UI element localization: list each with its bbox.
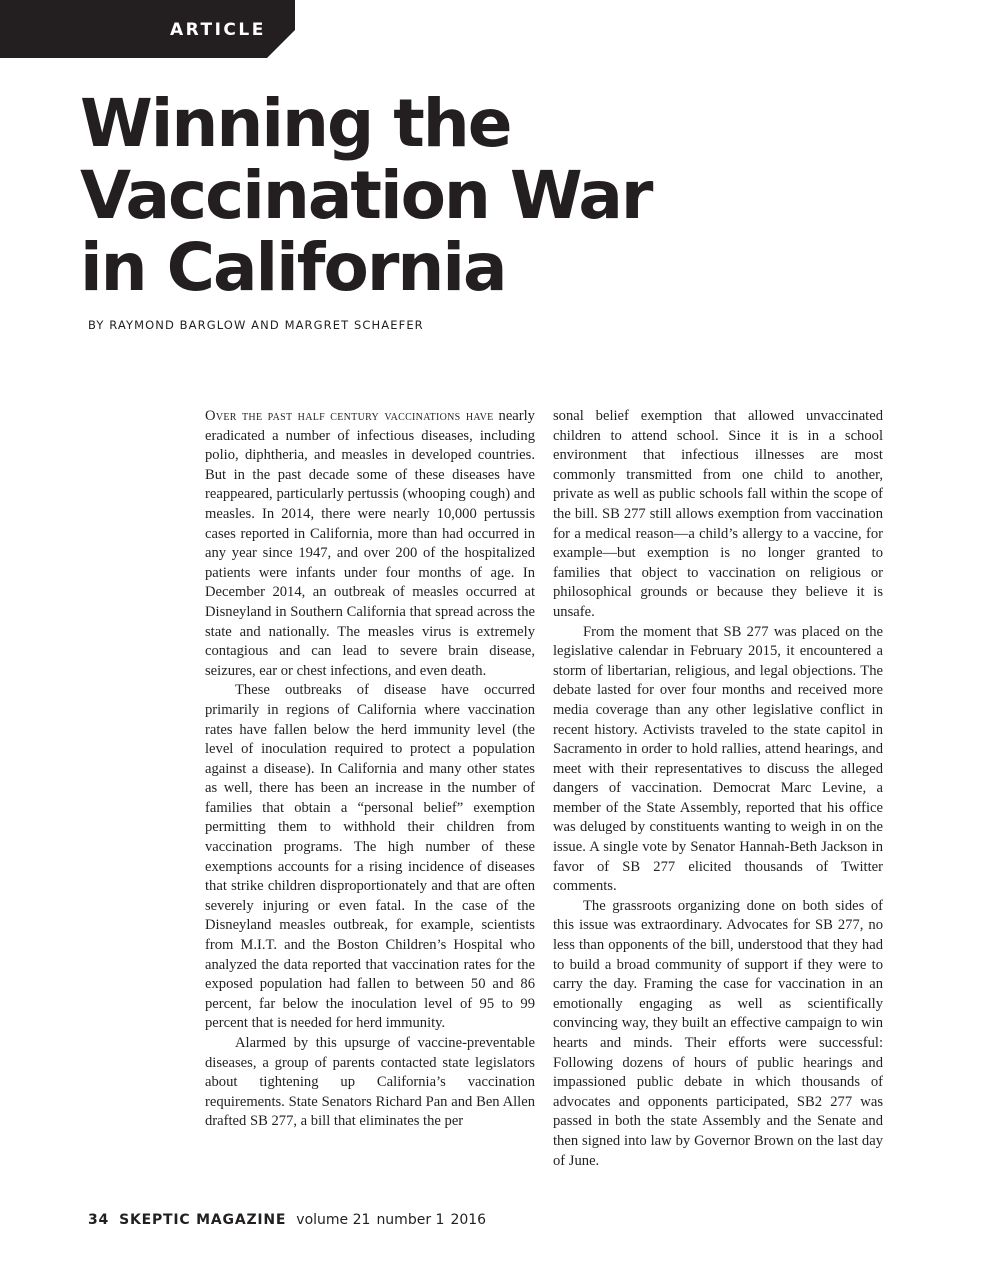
byline: BY RAYMOND BARGLOW AND MARGRET SCHAEFER [88,318,424,332]
article-title-line-3: in California [80,229,506,306]
page-number: 34 [88,1212,110,1228]
article-title-line-2: Vaccination War [80,157,652,234]
body-column-right [553,407,883,1171]
issue-number: number 1 [376,1212,445,1228]
article-title-line-1: Winning the [80,85,511,162]
section-tab-label: ARTICLE [170,20,266,40]
paragraph-5: The grassroots organizing done on both sides of this issue was extraordinary. Advocates for SB 277, no less than opponents of the bill, understood that they had to build a broad community of support if they were to carry the day. Framing the case for vaccination in an emotionally engaging as well as scientifically convincing way, they built an effective campaign to win hearts and minds. Their efforts were successful: Following dozens of hours of public hearings and impassioned public debate in which thousands of advocates and opponents participated, SB2 277 was passed in both the state Assembly and the Senate and then signed into law by Governor Brown on the last day of June. [553,897,883,1169]
paragraph-1 [205,407,535,681]
body-column-left [205,407,535,1132]
paragraph-3-part-a: Alarmed by this upsurge of vaccine-preventable diseases, a group of parents contacted state legislators about tightening up California’s vaccination requirements. State Senators Richard Pan and Ben Allen drafted SB 277, a bill that eliminates the per [205,1035,535,1130]
paragraph-4: From the moment that SB 277 was placed on the legislative calendar in February 2015, it encountered a storm of libertarian, religious, and legal objections. The debate lasted for over four months and received more media coverage than any other legislative conflict in recent history. Activists traveled to the state capitol in Sacramento in order to hold rallies, attend hearings, and meet with their representatives to discuss the alleged dangers of vaccination. Democrat Marc Levine, a member of the State Assembly, reported that his office was deluged by constituents wanting to weigh in on the issue. A single vote by Senator Hannah-Beth Jackson in favor of SB 277 elicited thousands of Twitter comments. [553,623,883,895]
page-footer [88,1212,486,1228]
paragraph-1-text: nearly eradicated a number of infectious diseases, including polio, diphtheria, and measles in developed countries. But in the past decade some of these diseases have reappeared, particularly pertussis (whooping cough) and measles. In 2014, there were nearly 10,000 pertussis cases reported in California, more than had occurred in any year since 1947, and over 200 of the hospitalized patients were infants under four months of age. In December 2014, an outbreak of measles occurred at Disneyland in Southern California that spread across the state and nationally. The measles virus is extremely contagious and can lead to severe brain disease, seizures, ear or chest infections, and even death. [205,408,535,679]
paragraph-1-lead: Over the past half century vaccinations have [205,408,494,424]
paragraph-2: These outbreaks of disease have occurred primarily in regions of California where vaccination rates have fallen below the herd immunity level (the level of inoculation required to protect a population against a disease). In California and many other states as well, there has been an increase in the number of families that obtain a “personal belief” exemption permitting them to withhold their children from vaccination programs. The high number of these exemptions accounts for a rising incidence of diseases that strike children disproportionately and that are often severely injuring or even fatal. In the case of the Disneyland measles outbreak, for example, scientists from M.I.T. and the Boston Children’s Hospital who analyzed the data reported that vaccination rates for the exposed population had fallen to between 50 and 86 percent, far below the inoculation level of 95 to 99 percent that is needed for herd immunity. [205,682,535,1032]
volume-info: volume 21 [296,1212,371,1228]
article-title [80,85,652,306]
magazine-name: SKEPTIC MAGAZINE [119,1212,287,1228]
issue-year: 2016 [450,1212,487,1228]
paragraph-3-part-b: sonal belief exemption that allowed unvaccinated children to attend school. Since it is in a school environment that infectious illnesses are most commonly transmitted from one child to another, private as well as public schools fall within the scope of the bill. SB 277 still allows exemption from vaccination for a medical reason—a child’s allergy to a vaccine, for example—but exemption is no longer granted to families that object to vaccination on religious or philosophical grounds or because they believe it is unsafe. [553,408,883,620]
